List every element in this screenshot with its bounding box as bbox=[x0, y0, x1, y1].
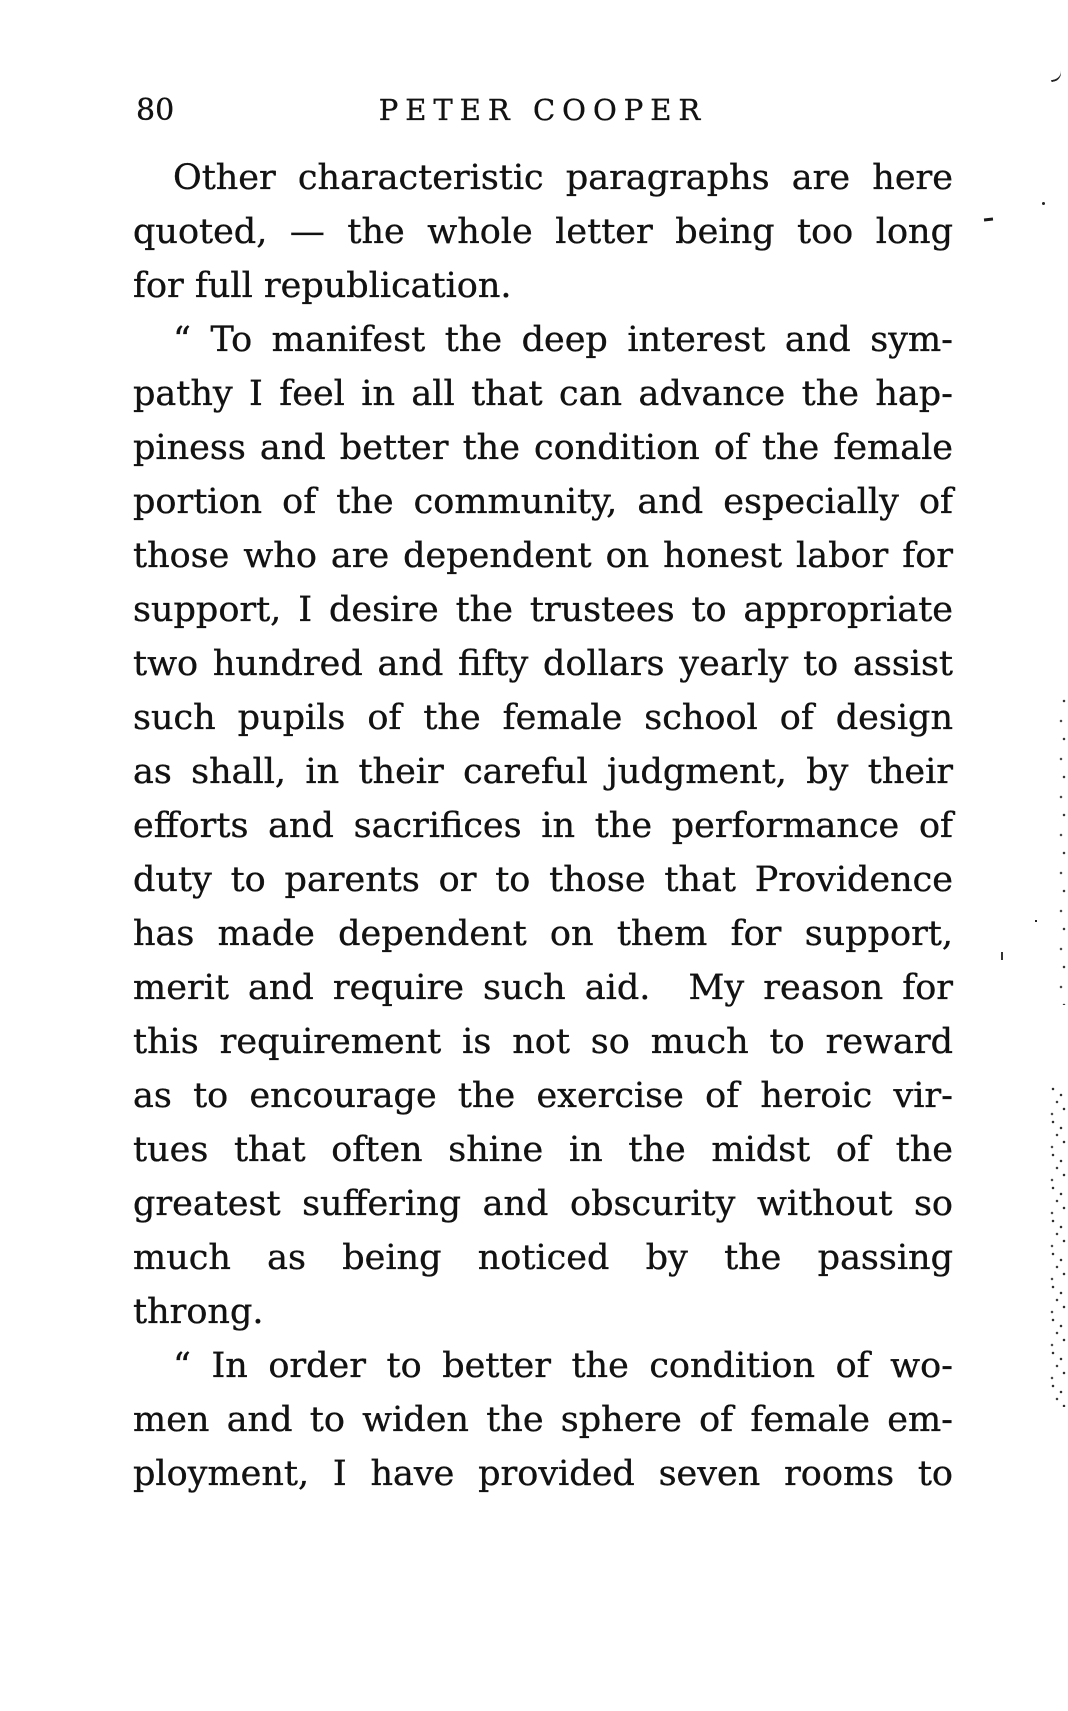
text-line: for full republication. bbox=[133, 266, 512, 306]
text-line: such pupils of the female school of design bbox=[133, 698, 953, 738]
text-block bbox=[133, 151, 953, 1501]
text-line: throng. bbox=[133, 1292, 264, 1332]
text-line: quoted, — the whole letter being too long bbox=[133, 212, 953, 252]
text-line: pathy I feel in all that can advance the hap- bbox=[133, 374, 953, 414]
text-line: “ In order to better the condition of wo- bbox=[173, 1346, 953, 1386]
scan-speck bbox=[1042, 202, 1045, 205]
text-line: has made dependent on them for support, bbox=[133, 914, 953, 954]
paragraph bbox=[133, 151, 953, 313]
paragraph bbox=[133, 313, 953, 1339]
scan-noise-strip bbox=[1049, 1085, 1067, 1407]
text-line: greatest suffering and obscurity without so bbox=[133, 1184, 953, 1224]
text-line: ployment, I have provided seven rooms to bbox=[133, 1454, 953, 1494]
running-title: PETER COOPER bbox=[378, 93, 708, 127]
text-line: this requirement is not so much to reward bbox=[133, 1022, 953, 1062]
text-line: support, I desire the trustees to appropriate bbox=[133, 590, 953, 630]
paragraph bbox=[133, 1339, 953, 1501]
scan-speck bbox=[1035, 920, 1037, 922]
text-line: much as being noticed by the passing bbox=[133, 1238, 953, 1278]
text-line: two hundred and fifty dollars yearly to assist bbox=[133, 644, 953, 684]
page-header bbox=[133, 93, 953, 133]
text-line: Other characteristic paragraphs are here bbox=[173, 158, 953, 198]
text-line: piness and better the condition of the female bbox=[133, 428, 953, 468]
scan-speck bbox=[984, 218, 993, 222]
text-line: efforts and sacrifices in the performance of bbox=[133, 806, 953, 846]
text-line: as shall, in their careful judgment, by their bbox=[133, 752, 953, 792]
page-number: 80 bbox=[136, 93, 175, 128]
text-line: portion of the community, and especially of bbox=[133, 482, 953, 522]
text-line: as to encourage the exercise of heroic vir- bbox=[133, 1076, 953, 1116]
text-line: merit and require such aid. My reason for bbox=[133, 968, 953, 1008]
text-line: “ To manifest the deep interest and sym- bbox=[173, 320, 953, 360]
scan-noise-strip bbox=[1057, 695, 1068, 1005]
text-line: those who are dependent on honest labor for bbox=[133, 536, 953, 576]
text-line: tues that often shine in the midst of the bbox=[133, 1130, 953, 1170]
scan-speck bbox=[1001, 952, 1003, 960]
text-line: duty to parents or to those that Providence bbox=[133, 860, 953, 900]
scan-edge-mark bbox=[1049, 71, 1063, 83]
text-line: men and to widen the sphere of female em- bbox=[133, 1400, 953, 1440]
